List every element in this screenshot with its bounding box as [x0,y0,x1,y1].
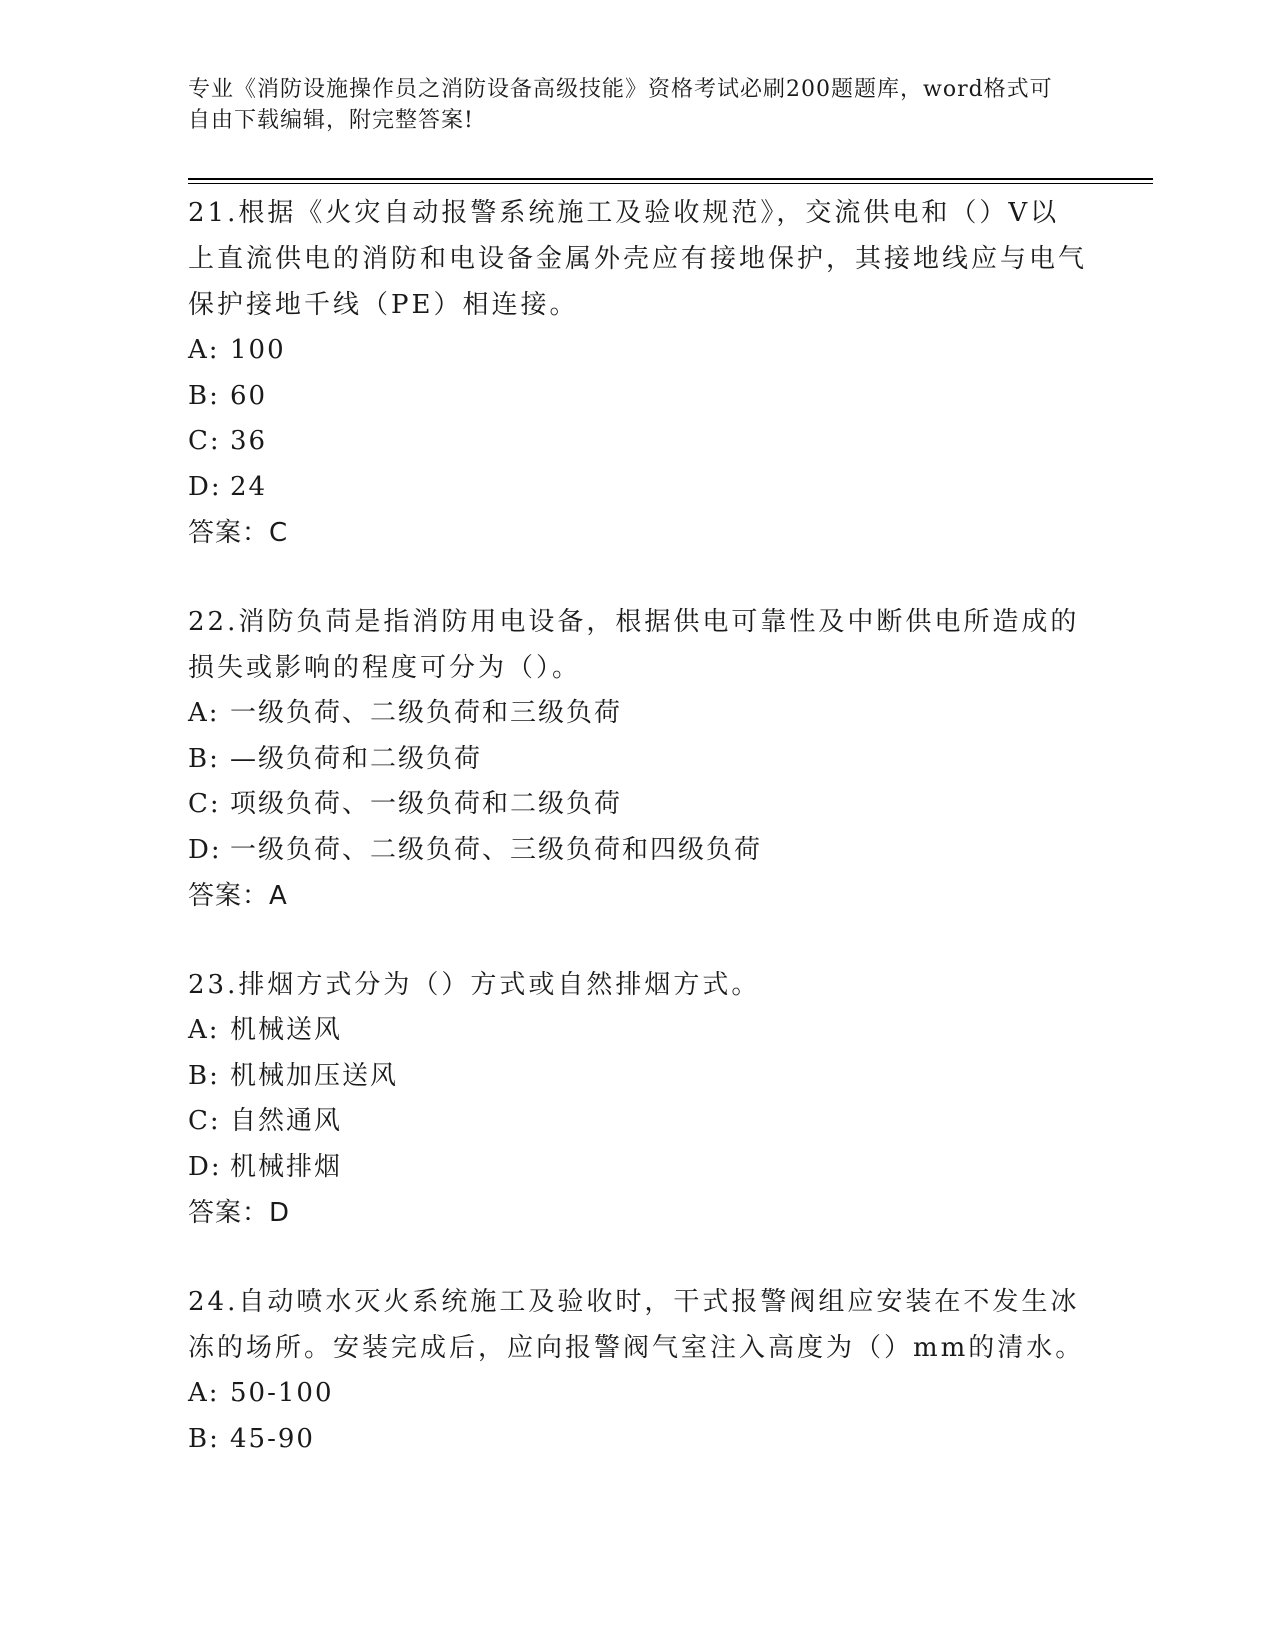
option-b [188,374,1088,420]
option-d [188,465,1088,511]
option-letter: A: [188,1015,220,1045]
option-a [188,1371,1088,1417]
answer-line: 答案：D [188,1198,291,1228]
question-24 [188,1279,1088,1462]
option-text: 一级负荷、二级负荷、三级负荷和四级负荷 [230,834,763,865]
option-b [188,1054,1088,1100]
option-text: 50-100 [230,1378,334,1408]
question-stem: 21.根据《火灾自动报警系统施工及验收规范》，交流供电和（）V以上直流供电的消防和电设备金属外壳应有接地保护，其接地线应与电气保护接地千线（PE）相连接。 [188,198,1088,320]
option-b [188,737,1088,783]
question-stem: 22.消防负苘是指消防用电设备，根据供电可靠性及中断供电所造成的损失或影响的程度可分为（）。 [188,607,1080,683]
option-text: 机械排烟 [230,1151,343,1182]
option-d [188,1145,1088,1191]
option-c [188,419,1088,465]
option-c [188,1099,1088,1145]
option-text: 36 [230,426,268,456]
option-letter: A: [188,698,220,728]
option-a [188,1008,1088,1054]
option-text: —级负荷和二级负荷 [230,743,483,774]
option-text: 一级负荷、二级负荷和三级负荷 [230,698,623,728]
question-23 [188,962,1088,1236]
option-text: 机械送风 [230,1015,343,1045]
option-text: 项级负荷、一级负荷和二级负荷 [230,789,623,819]
option-c [188,782,1088,828]
question-stem: 23.排烟方式分为（）方式或自然排烟方式。 [188,970,761,1000]
header-rule-thick [188,178,1153,180]
option-text: 自然通风 [230,1106,343,1136]
option-a [188,691,1088,737]
option-text: 45-90 [230,1423,315,1454]
option-letter: B: [188,1423,220,1454]
option-letter: D: [188,834,222,865]
header-note: 专业《消防设施操作员之消防设备高级技能》资格考试必刷200题题库，word格式可自由下载编辑，附完整答案! [188,77,1053,133]
option-text: 100 [230,335,286,365]
question-stem: 24.自动喷水灭火系统施工及验收时，干式报警阀组应安装在不发生冰冻的场所。安装完成后，应向报警阀气室注入高度为（）mm的清水。 [188,1287,1085,1363]
option-text: 24 [230,471,268,502]
answer-line: 答案：A [188,881,288,911]
option-letter: B: [188,743,220,774]
option-text: 机械加压送风 [230,1060,399,1091]
question-22 [188,599,1088,919]
option-letter: C: [188,789,221,819]
question-21 [188,190,1088,556]
option-letter: B: [188,1060,220,1091]
header-rule-thin [188,183,1153,184]
option-b [188,1417,1088,1463]
option-letter: D: [188,471,222,502]
option-letter: B: [188,380,220,411]
answer-line: 答案：C [188,518,289,548]
option-letter: C: [188,1106,221,1136]
option-letter: D: [188,1151,222,1182]
option-letter: A: [188,335,220,365]
option-letter: C: [188,426,221,456]
option-text: 60 [230,380,268,411]
question-list [188,190,1088,1505]
option-a [188,328,1088,374]
option-letter: A: [188,1378,220,1408]
option-d [188,828,1088,874]
